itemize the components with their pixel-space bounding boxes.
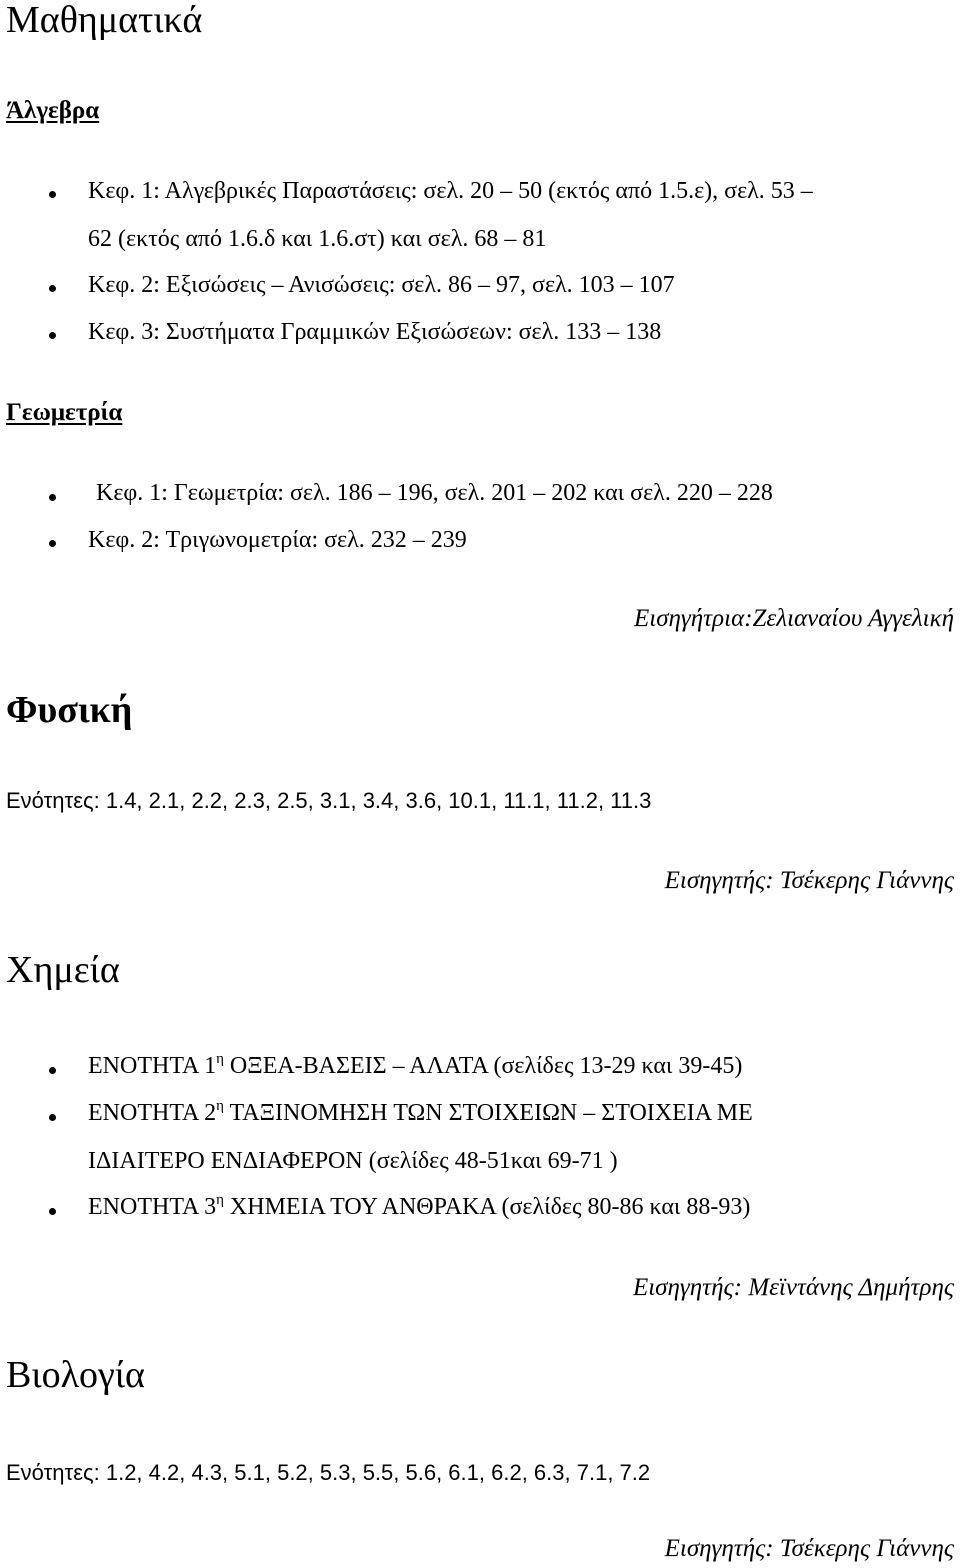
chemistry-item-2-unit: ΕΝΟΤΗΤΑ 2 <box>88 1100 217 1126</box>
chemistry-item-3-ordinal: η <box>216 1192 224 1208</box>
bullet-icon <box>49 1114 56 1121</box>
chemistry-author: Εισηγητής: Μεϊντάνης Δημήτρης <box>632 1274 954 1301</box>
chemistry-item-1-ordinal: η <box>216 1051 224 1067</box>
geometry-item-1: Κεφ. 1: Γεωμετρία: σελ. 186 – 196, σελ. 201 – 202 και σελ. 220 – 228 <box>96 480 773 506</box>
bullet-icon <box>49 285 56 292</box>
chemistry-item-1 <box>88 1053 742 1080</box>
math-title: Μαθηματικά <box>6 0 203 41</box>
bullet-icon <box>49 494 56 501</box>
bullet-icon <box>49 191 56 198</box>
algebra-item-3: Κεφ. 3: Συστήματα Γραμμικών Εξισώσεων: σελ. 133 – 138 <box>88 319 662 345</box>
chemistry-title: Χημεία <box>6 949 120 991</box>
physics-title: Φυσική <box>6 689 133 731</box>
geometry-item-2: Κεφ. 2: Τριγωνομετρία: σελ. 232 – 239 <box>88 527 467 553</box>
chemistry-item-3-text: ΧΗΜΕΙΑ ΤΟΥ ΑΝΘΡΑΚΑ (σελίδες 80-86 και 88-93) <box>223 1194 751 1220</box>
physics-units: Ενότητες: 1.4, 2.1, 2.2, 2.3, 2.5, 3.1, 3.4, 3.6, 10.1, 11.1, 11.2, 11.3 <box>6 788 652 813</box>
bullet-icon <box>49 1067 56 1074</box>
math-author: Εισηγήτρια:Ζελιαναίου Αγγελική <box>633 605 954 632</box>
physics-author: Εισηγητής: Τσέκερης Γιάννης <box>664 867 954 894</box>
algebra-item-1-line-1: Κεφ. 1: Αλγεβρικές Παραστάσεις: σελ. 20 – 50 (εκτός από 1.5.ε), σελ. 53 – <box>88 178 813 204</box>
chemistry-item-2-text: ΤΑΞΙΝΟΜΗΣΗ ΤΩΝ ΣΤΟΙΧΕΙΩΝ – ΣΤΟΙΧΕΙΑ ΜΕ <box>223 1100 753 1126</box>
bullet-icon <box>49 540 56 547</box>
biology-units: Ενότητες: 1.2, 4.2, 4.3, 5.1, 5.2, 5.3, 5.5, 5.6, 6.1, 6.2, 6.3, 7.1, 7.2 <box>6 1460 651 1485</box>
chemistry-item-1-text: ΟΞΕΑ-ΒΑΣΕΙΣ – ΑΛΑΤΑ (σελίδες 13-29 και 39-45) <box>223 1053 743 1079</box>
chemistry-item-1-unit: ΕΝΟΤΗΤΑ 1 <box>88 1053 217 1079</box>
chemistry-item-3-unit: ΕΝΟΤΗΤΑ 3 <box>88 1194 217 1220</box>
biology-title: Βιολογία <box>6 1354 145 1396</box>
geometry-heading: Γεωμετρία <box>6 399 123 426</box>
chemistry-item-2-ordinal: η <box>216 1098 224 1114</box>
chemistry-item-2 <box>88 1100 753 1127</box>
algebra-item-2: Κεφ. 2: Εξισώσεις – Ανισώσεις: σελ. 86 – 97, σελ. 103 – 107 <box>88 272 675 298</box>
chemistry-item-2-line-2: ΙΔΙΑΙΤΕΡΟ ΕΝΔΙΑΦΕΡΟΝ (σελίδες 48-51και 69-71 ) <box>88 1148 618 1174</box>
bullet-icon <box>49 332 56 339</box>
bullet-icon <box>49 1208 56 1215</box>
chemistry-item-3 <box>88 1194 750 1221</box>
algebra-heading: Άλγεβρα <box>6 97 100 124</box>
algebra-item-1-line-2: 62 (εκτός από 1.6.δ και 1.6.στ) και σελ. 68 – 81 <box>88 226 547 252</box>
biology-author: Εισηγητής: Τσέκερης Γιάννης <box>664 1535 954 1562</box>
